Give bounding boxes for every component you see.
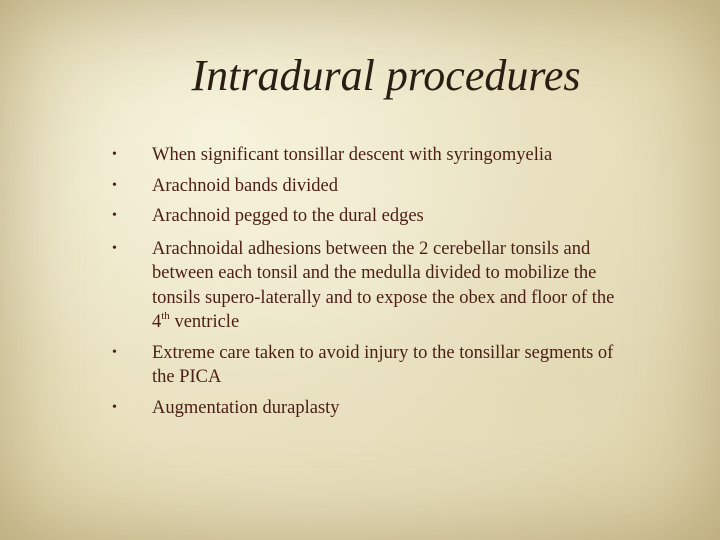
bullet-icon: •: [112, 399, 117, 415]
bullet-text: Arachnoid pegged to the dural edges: [152, 206, 424, 226]
bullet-item: [112, 396, 632, 421]
bullet-item: [112, 237, 632, 335]
bullet-text: When significant tonsillar descent with syringomyelia: [152, 145, 553, 165]
bullet-text: Arachnoid bands divided: [152, 175, 338, 196]
bullet-icon: •: [112, 208, 117, 223]
bullet-text: Augmentation duraplasty: [152, 397, 340, 418]
bullet-icon: •: [112, 344, 117, 360]
bullet-text: [152, 239, 614, 333]
bullet-icon: •: [112, 240, 117, 256]
bullet-item: [112, 174, 632, 199]
bullet-item: [112, 204, 632, 229]
bullet-icon: •: [112, 177, 117, 193]
slide-title: Intradural procedures: [191, 51, 581, 100]
bullet-text-tail: ventricle: [169, 312, 240, 332]
ordinal-superscript: th: [161, 309, 170, 322]
bullet-icon: •: [112, 147, 117, 162]
bullet-item: [112, 143, 632, 168]
bullet-list: [112, 143, 632, 426]
bullet-item: [112, 341, 632, 390]
bullet-text: Extreme care taken to avoid injury to the tonsillar segments of the PICA: [152, 342, 614, 387]
bullet-text-main: Arachnoidal adhesions between the 2 cerebellar tonsils and between each tonsil and the medulla divided to mobilize the tonsils supero-laterally and to expose the obex and floor of the 4: [152, 238, 615, 332]
